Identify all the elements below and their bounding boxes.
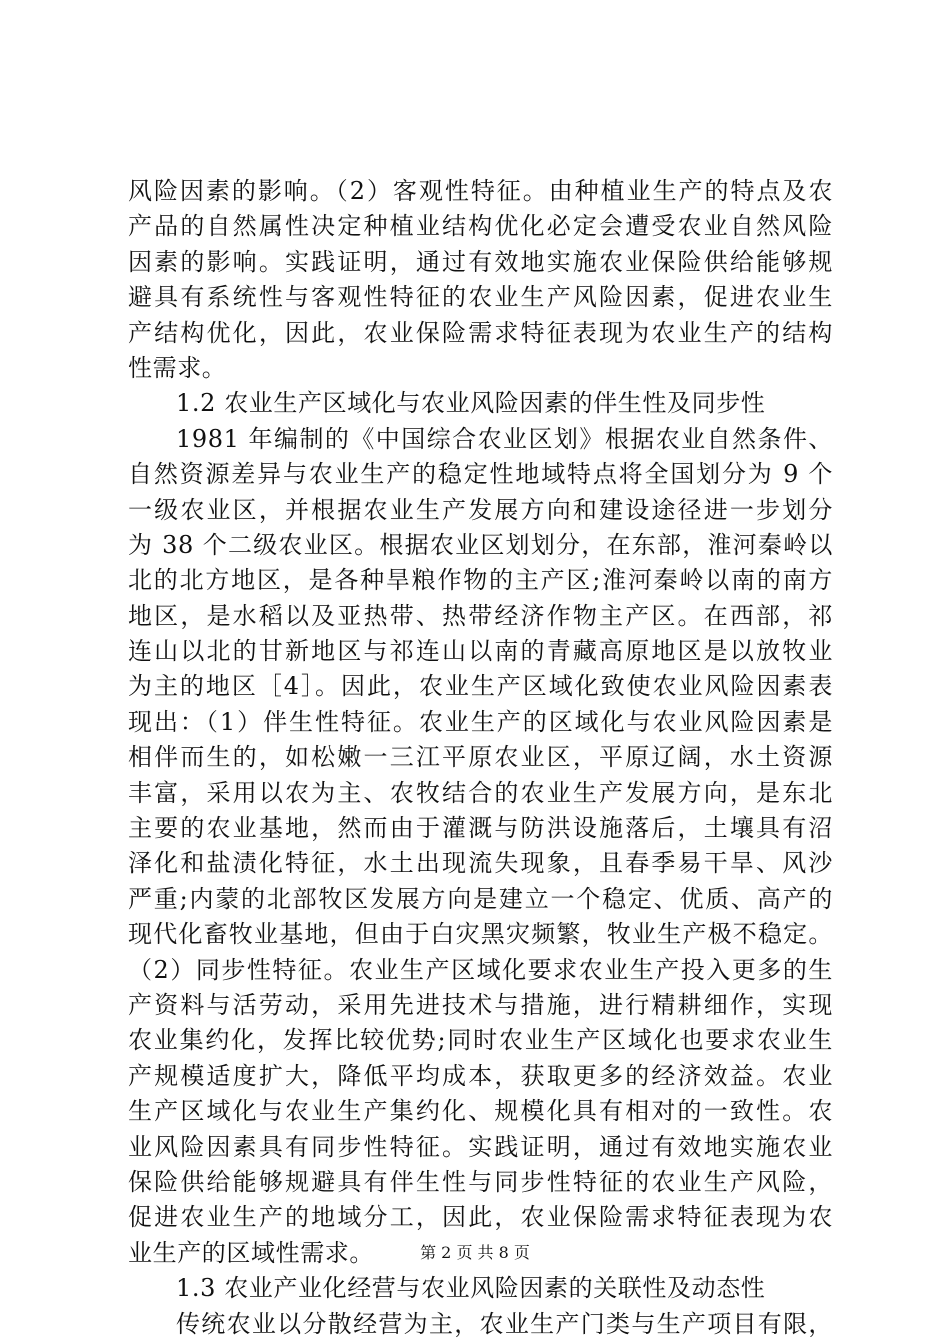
text-line: 为主的地区［4］。因此，农业生产区域化致使农业风险因素表 — [128, 672, 833, 701]
text-line: 主要的农业基地，然而由于灌溉与防洪设施落后，土壤具有沼 — [128, 814, 833, 843]
text-line: 农业集约化，发挥比较优势;同时农业生产区域化也要求农业生 — [128, 1026, 833, 1055]
page-footer: 第 2 页 共 8 页 — [420, 1243, 530, 1262]
text-line: 性需求。 — [128, 353, 227, 382]
text-line: 自然资源差异与农业生产的稳定性地域特点将全国划分为 9 个 — [128, 460, 833, 489]
text-line: 连山以北的甘新地区与祁连山以南的青藏高原地区是以放牧业 — [128, 637, 833, 666]
text-line: 产资料与活劳动，采用先进技术与措施，进行精耕细作，实现 — [128, 990, 833, 1019]
text-line: 北的北方地区，是各种旱粮作物的主产区;淮河秦岭以南的南方 — [128, 566, 833, 595]
text-line: 现出：（1）伴生性特征。农业生产的区域化与农业风险因素是 — [128, 707, 833, 736]
text-line: （2）同步性特征。农业生产区域化要求农业生产投入更多的生 — [128, 955, 833, 984]
text-line: 业生产的区域性需求。 — [128, 1238, 374, 1267]
section-heading-1-2: 1.2 农业生产区域化与农业风险因素的伴生性及同步性 — [176, 389, 766, 418]
text-line: 因素的影响。实践证明，通过有效地实施农业保险供给能够规 — [128, 247, 833, 276]
text-line: 产品的自然属性决定种植业结构优化必定会遭受农业自然风险 — [128, 212, 833, 241]
text-line: 业风险因素具有同步性特征。实践证明，通过有效地实施农业 — [128, 1132, 833, 1161]
text-line: 避具有系统性与客观性特征的农业生产风险因素，促进农业生 — [128, 283, 833, 312]
text-line: 为 38 个二级农业区。根据农业区划划分，在东部，淮河秦岭以 — [128, 530, 833, 559]
text-line: 泽化和盐渍化特征，水土出现流失现象，且春季易干旱、风沙 — [128, 849, 833, 878]
text-line: 相伴而生的，如松嫩一三江平原农业区，平原辽阔，水土资源 — [128, 743, 833, 772]
text-line: 产结构优化，因此，农业保险需求特征表现为农业生产的结构 — [128, 318, 833, 347]
text-line: 生产区域化与农业生产集约化、规模化具有相对的一致性。农 — [128, 1097, 833, 1126]
body-text — [128, 174, 833, 1342]
text-line: 产规模适度扩大，降低平均成本，获取更多的经济效益。农业 — [128, 1061, 833, 1090]
text-line: 促进农业生产的地域分工，因此，农业保险需求特征表现为农 — [128, 1203, 833, 1232]
text-line: 丰富，采用以农为主、农牧结合的农业生产发展方向，是东北 — [128, 778, 833, 807]
text-line: 现代化畜牧业基地，但由于白灾黑灾频繁，牧业生产极不稳定。 — [128, 920, 833, 949]
text-line: 严重;内蒙的北部牧区发展方向是建立一个稳定、优质、高产的 — [128, 884, 833, 913]
text-line: 地区，是水稻以及亚热带、热带经济作物主产区。在西部，祁 — [128, 601, 833, 630]
text-line: 一级农业区，并根据农业生产发展方向和建设途径进一步划分 — [128, 495, 833, 524]
text-line: 保险供给能够规避具有伴生性与同步性特征的农业生产风险， — [128, 1167, 833, 1196]
section-heading-1-3: 1.3 农业产业化经营与农业风险因素的关联性及动态性 — [176, 1274, 766, 1303]
text-line: 风险因素的影响。（2）客观性特征。由种植业生产的特点及农 — [128, 177, 833, 205]
text-line: 传统农业以分散经营为主，农业生产门类与生产项目有限， — [176, 1309, 833, 1338]
text-line: 1981 年编制的《中国综合农业区划》根据农业自然条件、 — [176, 424, 833, 453]
